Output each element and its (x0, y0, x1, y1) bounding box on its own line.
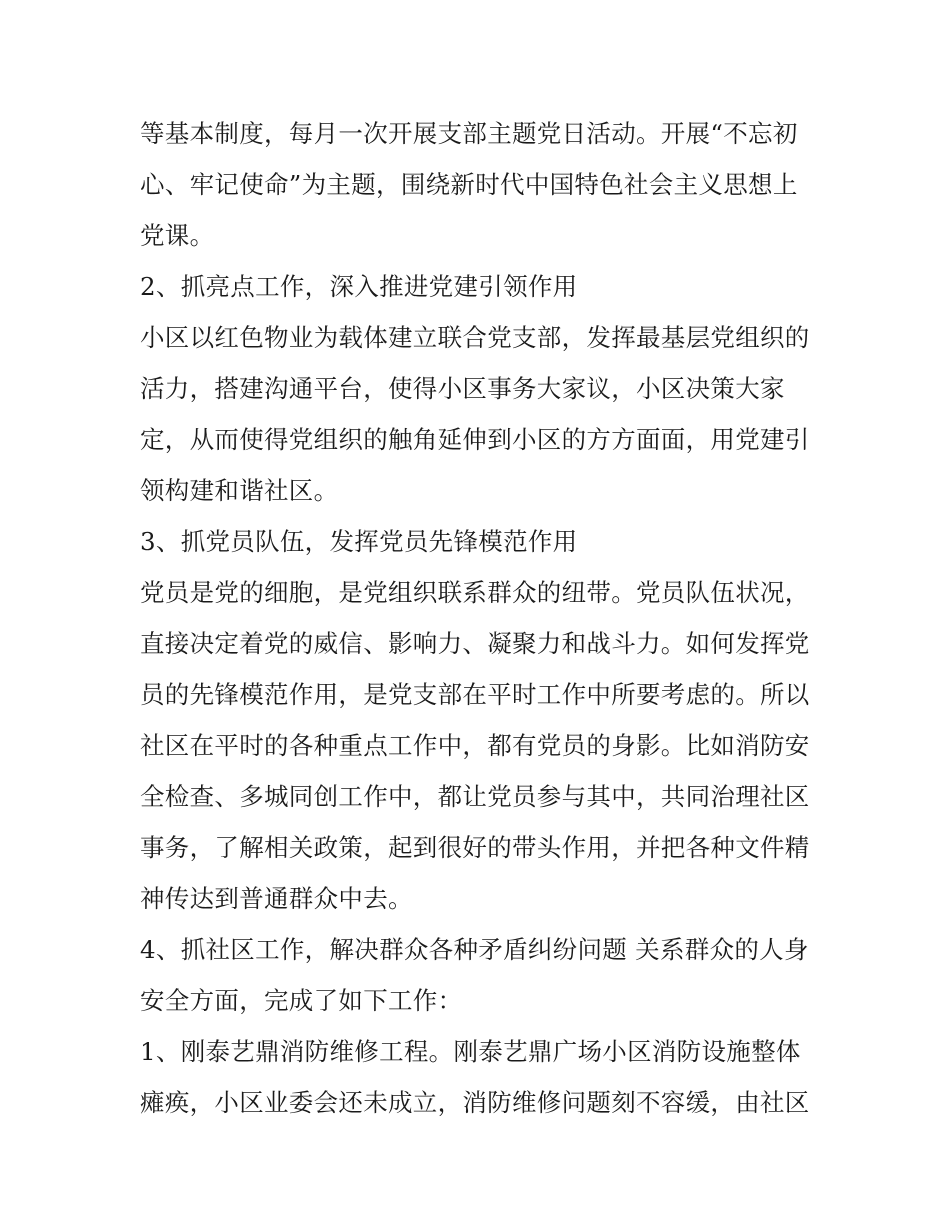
text-line: 心、牢记使命”为主题，围绕新时代中国特色社会主义思想上 (140, 170, 798, 199)
text-line: 活力，搭建沟通平台，使得小区事务大家议，小区决策大家 (140, 374, 785, 403)
text-line: 员的先锋模范作用，是党支部在平时工作中所要考虑的。所以 (140, 680, 810, 709)
section-heading-4: 4、抓社区工作，解决群众各种矛盾纠纷问题 关系群众的人身 (140, 935, 809, 964)
text-line: 党员是党的细胞，是党组织联系群众的纽带。党员队伍状况， (140, 578, 810, 607)
text-line: 安全方面，完成了如下工作： (140, 986, 463, 1015)
text-line: 社区在平时的各种重点工作中，都有党员的身影。比如消防安 (140, 731, 810, 760)
text-line: 事务，了解相关政策，起到很好的带头作用，并把各种文件精 (140, 833, 810, 862)
text-line: 直接决定着党的威信、影响力、凝聚力和战斗力。如何发挥党 (140, 629, 810, 658)
text-line: 党课。 (140, 221, 215, 250)
text-line: 定，从而使得党组织的触角延伸到小区的方方面面，用党建引 (140, 425, 810, 454)
text-line: 领构建和谐社区。 (140, 476, 339, 505)
text-line: 神传达到普通群众中去。 (140, 884, 413, 913)
text-line: 瘫痪，小区业委会还未成立，消防维修问题刻不容缓，由社区 (140, 1088, 810, 1117)
document-body (140, 108, 820, 1128)
text-line: 等基本制度，每月一次开展支部主题党日活动。开展“不忘初 (140, 119, 798, 148)
section-heading-3: 3、抓党员队伍，发挥党员先锋模范作用 (140, 527, 578, 556)
text-line: 小区以红色物业为载体建立联合党支部，发挥最基层党组织的 (140, 323, 810, 352)
list-item-1: 1、刚泰艺鼎消防维修工程。刚泰艺鼎广场小区消防设施整体 (140, 1037, 801, 1066)
section-heading-2: 2、抓亮点工作，深入推进党建引领作用 (140, 272, 578, 301)
text-line: 全检查、多城同创工作中，都让党员参与其中，共同治理社区 (140, 782, 810, 811)
